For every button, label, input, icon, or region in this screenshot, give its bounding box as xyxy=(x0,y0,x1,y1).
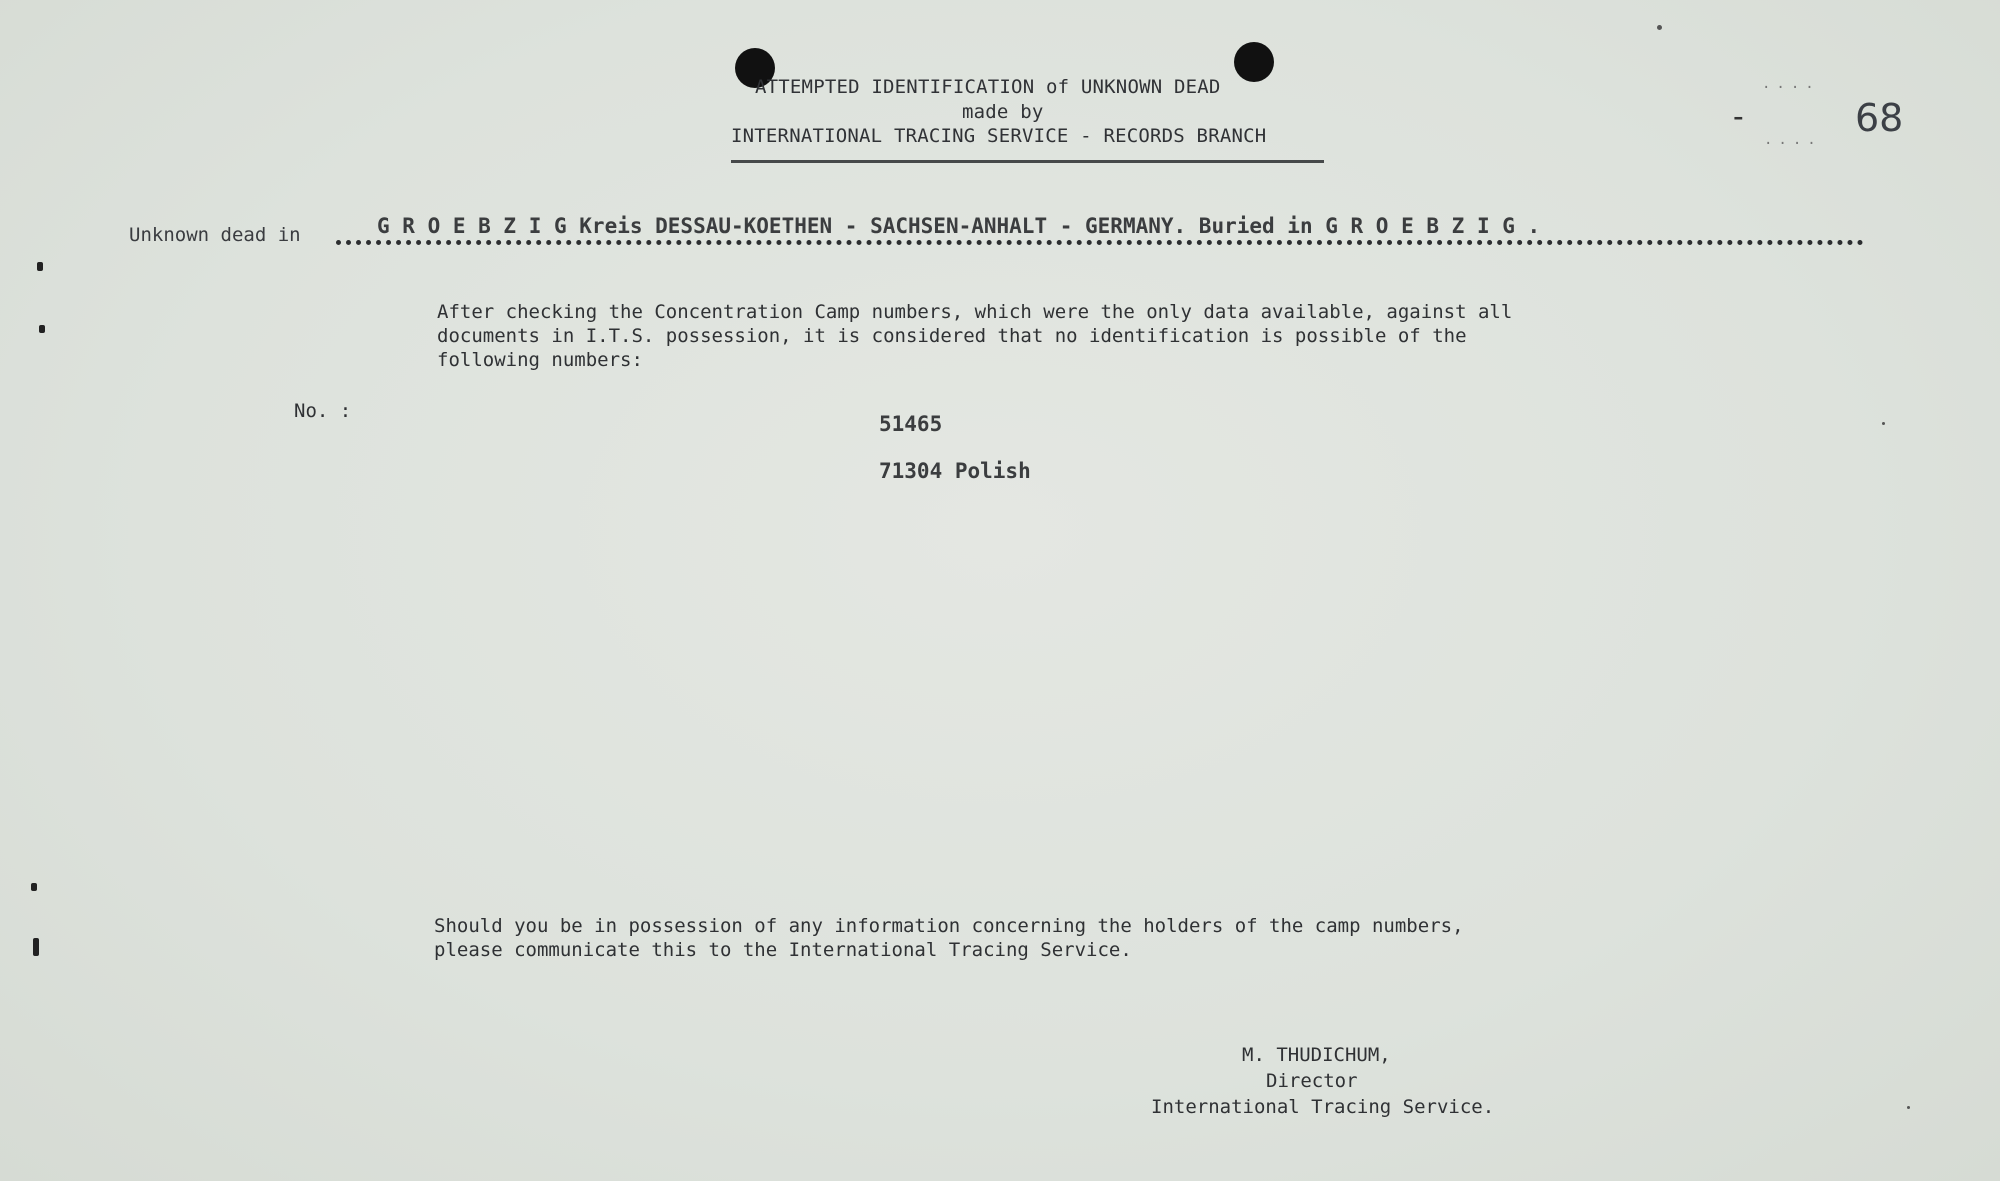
page-number: 68 xyxy=(1855,96,1904,140)
margin-mark xyxy=(37,262,43,271)
signatory-organization: International Tracing Service. xyxy=(1151,1096,1495,1118)
statement-line: following numbers: xyxy=(437,349,643,371)
signatory-title: Director xyxy=(1266,1070,1358,1092)
burial-place: G R O E B Z I G Kreis DESSAU-KOETHEN - SACHSEN-ANHALT - GERMANY. Buried in G R O E B Z I G . xyxy=(377,214,1541,238)
statement-paragraph xyxy=(437,300,1512,372)
signatory-name: M. THUDICHUM, xyxy=(1242,1044,1391,1066)
margin-mark xyxy=(39,325,45,333)
made-by-label: made by xyxy=(962,101,1044,123)
request-paragraph xyxy=(434,914,1464,962)
location-label: Unknown dead in xyxy=(129,224,301,246)
statement-line: After checking the Concentration Camp numbers, which were the only data available, against all xyxy=(437,301,1513,323)
numbers-label: No. : xyxy=(294,400,352,422)
dotted-fill-line xyxy=(336,240,1864,245)
paper-speck xyxy=(1657,25,1662,30)
document-title: ATTEMPTED IDENTIFICATION of UNKNOWN DEAD xyxy=(755,76,1221,98)
margin-mark xyxy=(33,938,39,956)
margin-dots: ···· xyxy=(1762,80,1820,96)
organization-heading: INTERNATIONAL TRACING SERVICE - RECORDS BRANCH xyxy=(731,125,1267,147)
page-dash: - xyxy=(1733,98,1744,134)
request-line: please communicate this to the International Tracing Service. xyxy=(434,939,1132,961)
paper-speck xyxy=(1907,1106,1910,1109)
paper-speck xyxy=(1882,422,1885,425)
request-line: Should you be in possession of any information concerning the holders of the camp numbers, xyxy=(434,915,1464,937)
punch-hole-right xyxy=(1234,42,1274,82)
margin-dots: ···· xyxy=(1764,136,1822,152)
statement-line: documents in I.T.S. possession, it is considered that no identification is possible of the xyxy=(437,325,1467,347)
camp-number: 51465 xyxy=(879,412,943,436)
margin-mark xyxy=(31,883,37,891)
camp-number: 71304 Polish xyxy=(879,459,1031,483)
header-underline xyxy=(731,160,1324,163)
